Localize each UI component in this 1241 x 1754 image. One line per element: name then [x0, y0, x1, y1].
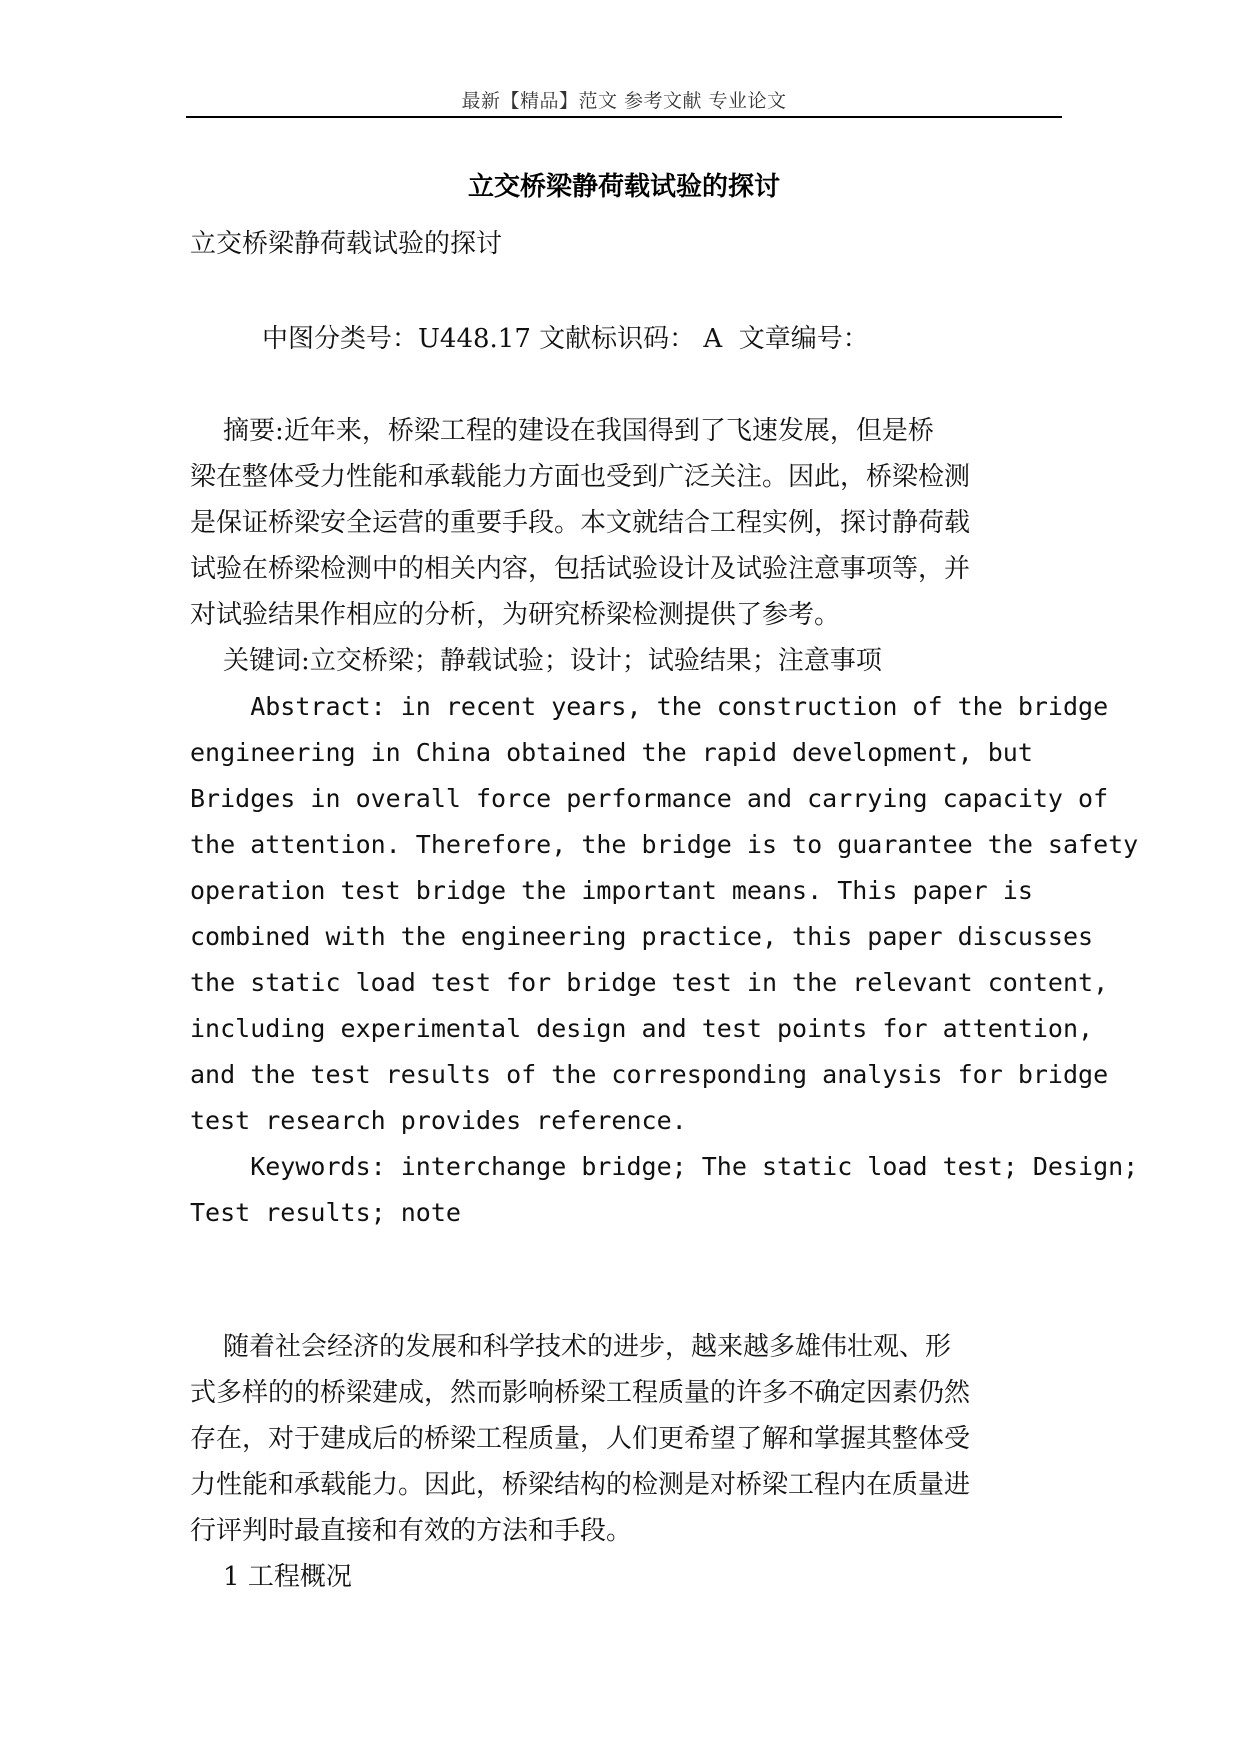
abstract-en-line: operation test bridge the important means. This paper is [190, 876, 1033, 905]
section-heading: 1 工程概况 [190, 1562, 352, 1592]
abstract-cn-line: 梁在整体受力性能和承载能力方面也受到广泛关注。因此，桥梁检测 [190, 462, 971, 492]
abstract-en-line: including experimental design and test points for attention, [190, 1014, 1094, 1043]
abstract-cn [190, 408, 1065, 684]
abstract-en [190, 684, 1139, 1236]
abstract-en-line: Abstract: in recent years, the construction of the bridge [190, 692, 1109, 721]
abstract-cn-line: 是保证桥梁安全运营的重要手段。本文就结合工程实例，探讨静荷载 [190, 508, 971, 538]
intro-line: 力性能和承载能力。因此，桥梁结构的检测是对桥梁工程内在质量进 [190, 1470, 971, 1500]
intro-paragraph [190, 1324, 1065, 1600]
header-rule [186, 116, 1062, 118]
document-title: 立交桥梁静荷载试验的探讨 [467, 172, 780, 202]
abstract-en-line: test research provides reference. [190, 1106, 687, 1135]
abstract-en-line: Bridges in overall force performance and carrying capacity of [190, 784, 1109, 813]
abstract-en-line: combined with the engineering practice, this paper discusses [190, 922, 1094, 951]
classification-line: 中图分类号：U448.17 文献标识码： A 文章编号： [262, 324, 869, 354]
intro-line: 存在，对于建成后的桥梁工程质量，人们更希望了解和掌握其整体受 [190, 1424, 971, 1454]
intro-line: 行评判时最直接和有效的方法和手段。 [190, 1516, 633, 1546]
intro-line: 随着社会经济的发展和科学技术的进步，越来越多雄伟壮观、形 [190, 1332, 952, 1362]
intro-line: 式多样的的桥梁建成，然而影响桥梁工程质量的许多不确定因素仍然 [190, 1378, 971, 1408]
abstract-cn-line: 对试验结果作相应的分析，为研究桥梁检测提供了参考。 [190, 600, 841, 630]
keywords-en-line: Test results; note [190, 1198, 461, 1227]
abstract-en-line: the static load test for bridge test in the relevant content, [190, 968, 1109, 997]
page-header: 最新【精品】范文 参考文献 专业论文 [461, 90, 787, 112]
document-subtitle: 立交桥梁静荷载试验的探讨 [190, 229, 503, 259]
abstract-en-line: engineering in China obtained the rapid development, but [190, 738, 1033, 767]
keywords-en-line: Keywords: interchange bridge; The static load test; Design; [190, 1152, 1139, 1181]
abstract-cn-line: 摘要:近年来，桥梁工程的建设在我国得到了飞速发展，但是桥 [190, 416, 934, 446]
abstract-cn-line: 试验在桥梁检测中的相关内容，包括试验设计及试验注意事项等，并 [190, 554, 971, 584]
abstract-en-line: and the test results of the corresponding analysis for bridge [190, 1060, 1109, 1089]
keywords-cn: 关键词:立交桥梁；静载试验；设计；试验结果；注意事项 [190, 646, 882, 676]
abstract-en-line: the attention. Therefore, the bridge is to guarantee the safety [190, 830, 1139, 859]
